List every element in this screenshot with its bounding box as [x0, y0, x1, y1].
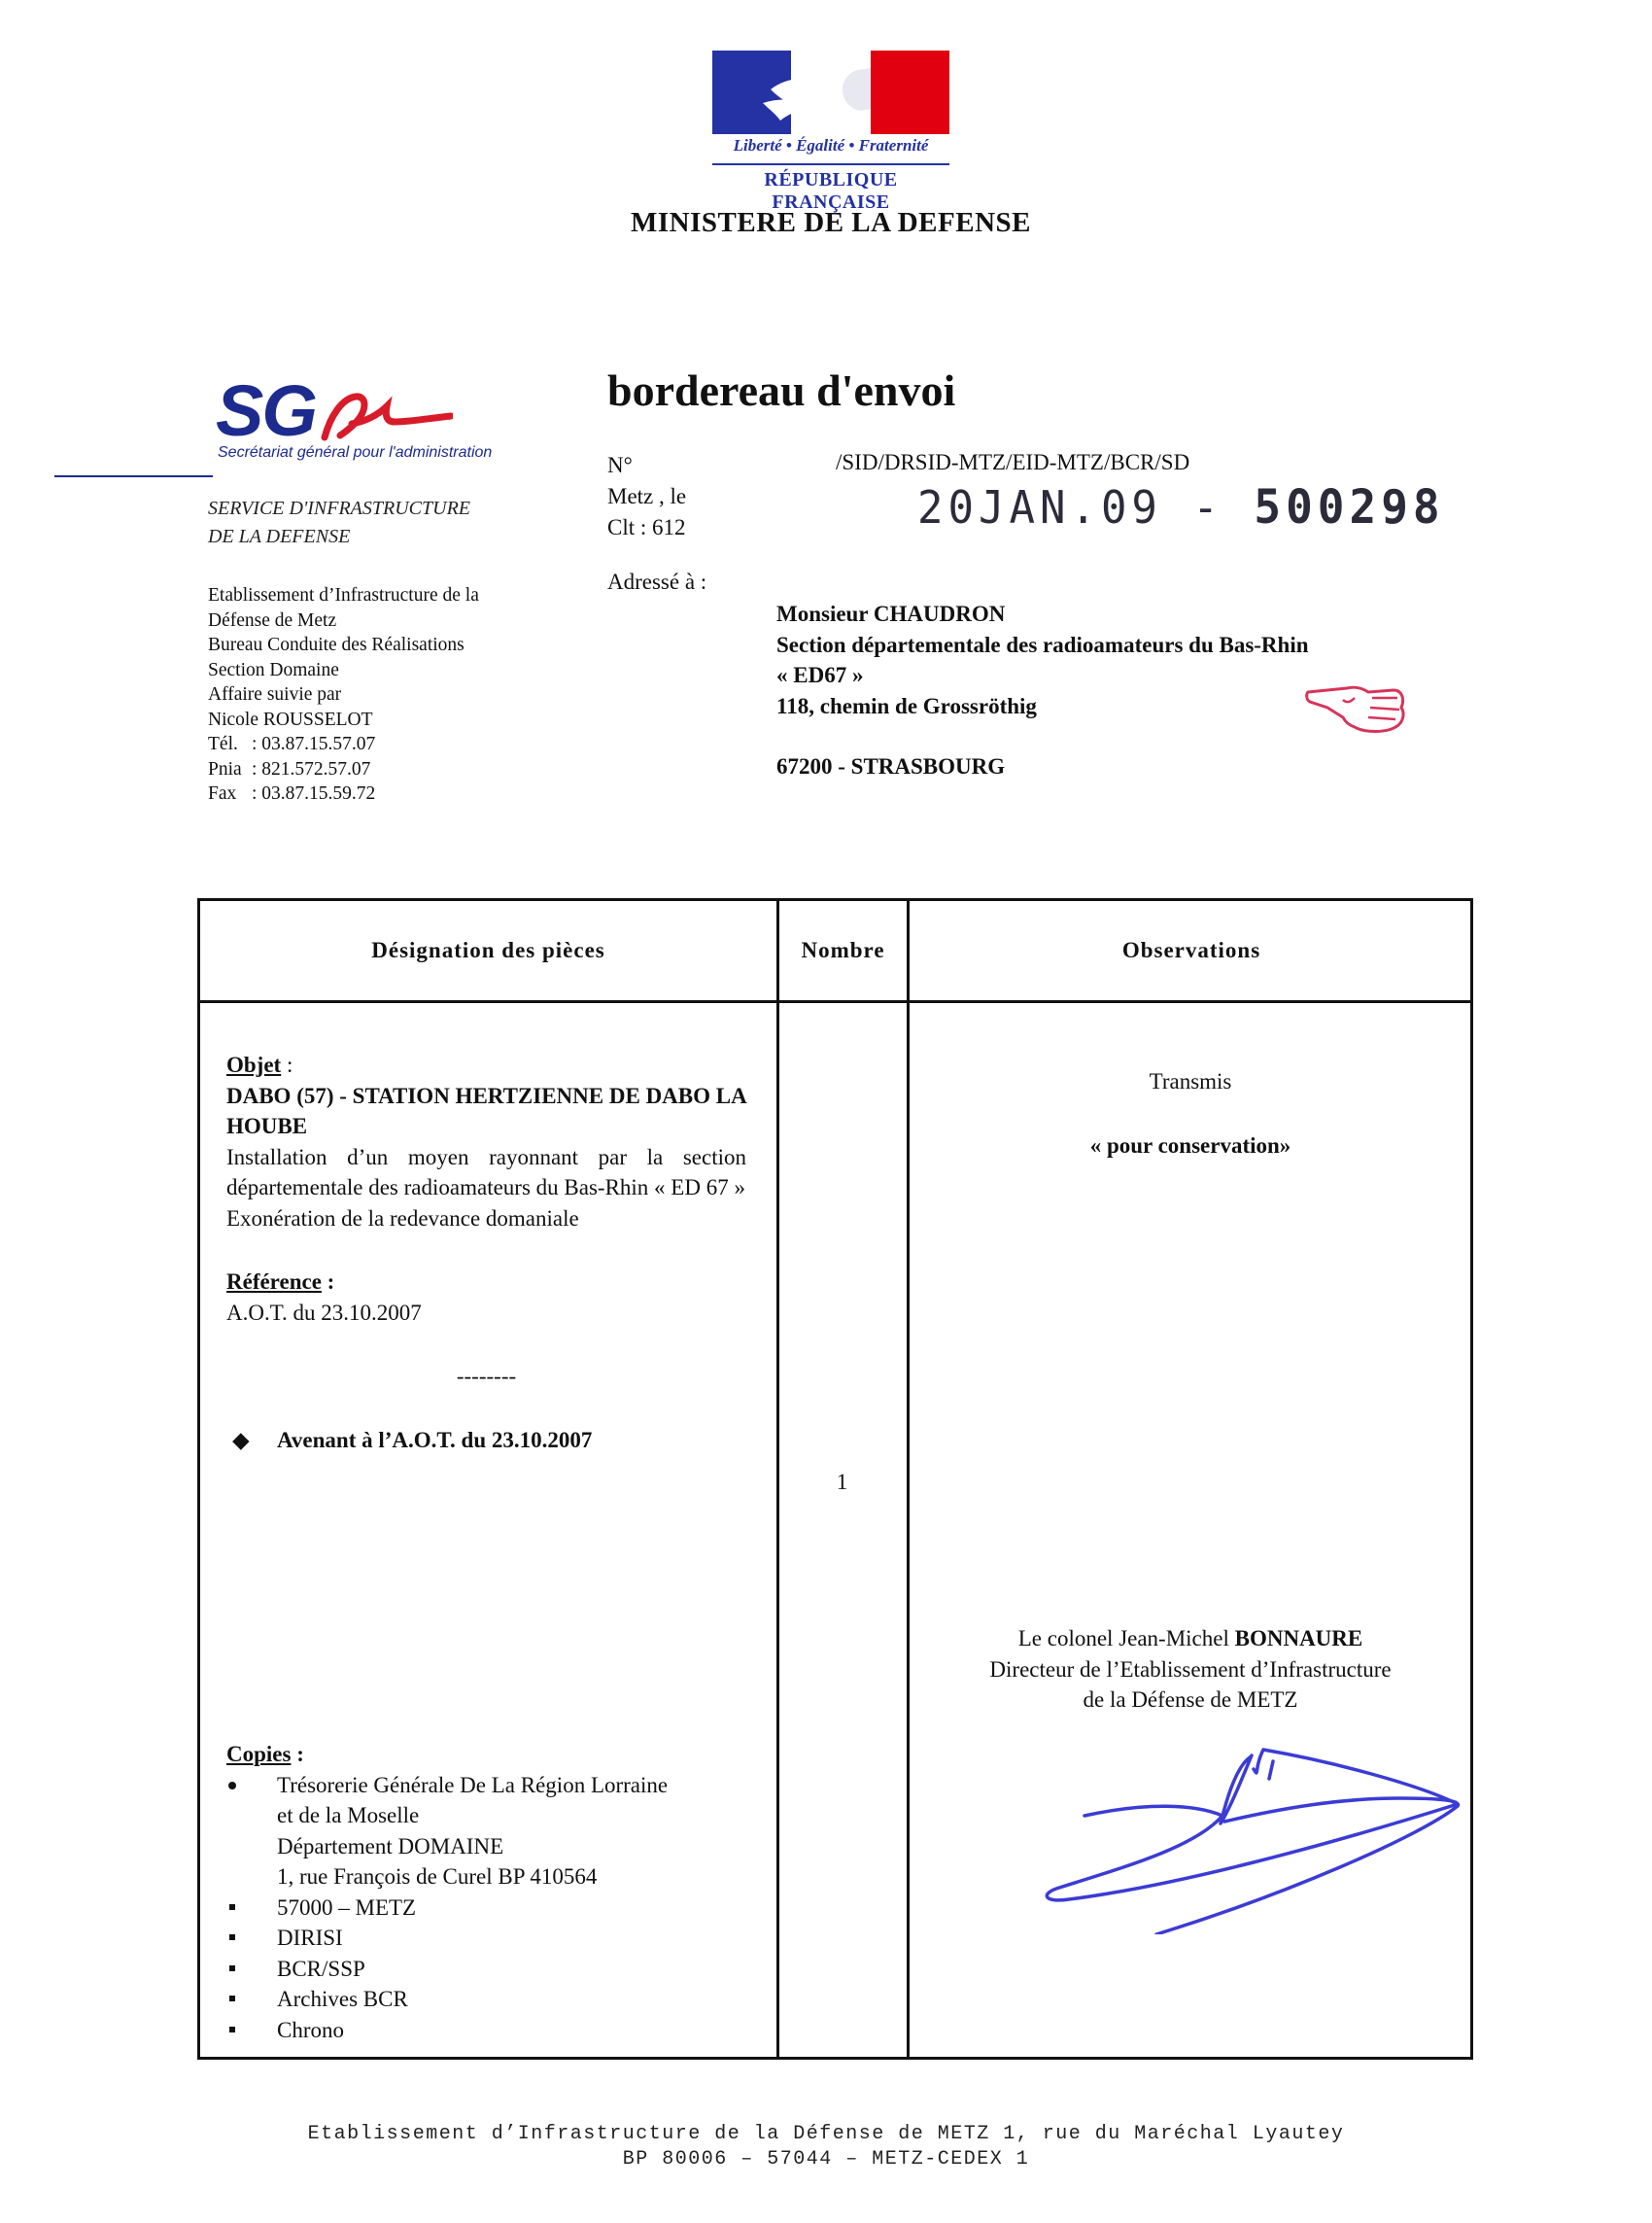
copy-line: 57000 – METZ: [277, 1894, 417, 1920]
sender-line: Défense de Metz: [208, 609, 337, 631]
copy-line: DIRISI: [277, 1926, 343, 1950]
square-bullet-icon: [229, 1904, 235, 1910]
item-count: 1: [836, 1470, 848, 1494]
addressed-label: Adressé à :: [607, 570, 707, 594]
header-divider: [200, 1000, 1470, 1003]
copy-item: [226, 2015, 746, 2046]
item-row: [226, 1425, 746, 1456]
copy-item-cont: [226, 1861, 746, 1893]
obs-transmis: Transmis: [1149, 1069, 1232, 1094]
objet-title: DABO (57) - STATION HERTZIENNE DE DABO LA HOUBE: [226, 1083, 746, 1138]
sender-pnia: [208, 757, 479, 782]
copy-item: [226, 1954, 746, 1985]
copy-item: [226, 1984, 746, 2015]
diamond-bullet-icon: ◆: [232, 1427, 250, 1452]
copies-heading: [226, 1739, 746, 1770]
separator: --------: [456, 1364, 517, 1388]
reference-colon: :: [321, 1269, 335, 1294]
stamp-number: 500298: [1254, 478, 1445, 535]
signer-prefix: Le colonel Jean-Michel: [1017, 1626, 1235, 1650]
square-bullet-icon: [229, 2027, 235, 2032]
copy-line: et de la Moselle: [277, 1803, 420, 1827]
reference-heading: [226, 1267, 746, 1298]
copy-item: [226, 1770, 746, 1801]
sender-line: Section Domaine: [208, 659, 339, 680]
square-bullet-icon: [229, 1934, 235, 1940]
sender-line: Etablissement d’Infrastructure de la: [208, 585, 479, 606]
stamp-date: 20JAN.09: [917, 481, 1162, 535]
service-name: [208, 495, 470, 551]
ministry-title: MINISTERE DE LA DEFENSE: [631, 207, 1031, 238]
copy-line: Archives BCR: [277, 1987, 408, 2011]
objet-label: Objet: [226, 1053, 282, 1077]
copy-item-cont: [226, 1800, 746, 1831]
service-line-1: SERVICE D'INFRASTRUCTURE: [208, 498, 470, 519]
recipient-city: 67200 - STRASBOURG: [776, 754, 1006, 779]
sga-letters: SG: [216, 370, 316, 451]
marianne-logo: [712, 51, 949, 134]
marianne-profile-icon: [712, 51, 949, 134]
copy-item-cont: [226, 1831, 746, 1862]
header-nombre: Nombre: [801, 938, 885, 962]
sender-block: [208, 583, 479, 807]
recipient-block: [776, 599, 1309, 782]
sga-swoosh-icon: [317, 377, 453, 445]
copy-line: Chrono: [277, 2017, 344, 2042]
objet-body-2: Exonération de la redevance domaniale: [226, 1205, 579, 1231]
copy-line: Trésorerie Générale De La Région Lorraine: [277, 1772, 669, 1797]
pointing-hand-icon: [1304, 678, 1411, 737]
sga-subtitle: Secrétariat général pour l'administration: [218, 444, 493, 461]
footer-line-1: Etablissement d’Infrastructure de la Défense de METZ 1, rue du Maréchal Lyautey: [307, 2123, 1345, 2145]
copy-line: BCR/SSP: [277, 1956, 365, 1981]
observations-cell: [909, 1066, 1472, 1161]
sender-phone: [208, 732, 479, 757]
number-label: N°: [607, 453, 633, 477]
copy-item: [226, 1893, 746, 1924]
document-meta: [607, 450, 686, 543]
recipient-name: Monsieur CHAUDRON: [776, 602, 1006, 626]
date-stamp: [917, 479, 1445, 535]
recipient-street: 118, chemin de Grossröthig: [776, 693, 1037, 718]
sender-line: Bureau Conduite des Réalisations: [208, 635, 465, 655]
handwritten-signature: [1030, 1740, 1477, 1934]
copies-colon: :: [291, 1742, 304, 1766]
contact-label: Tél.: [208, 734, 238, 754]
signer-title-1: Directeur de l’Etablissement d’Infrastructure: [989, 1656, 1392, 1682]
signer-line: [909, 1623, 1472, 1654]
signer-title-2: de la Défense de METZ: [1083, 1687, 1298, 1712]
client-label: Clt : 612: [607, 515, 686, 539]
objet-body: Installation d’un moyen rayonnant par la section départementale des radioamateurs du Bas-Rhin « ED 67 »: [226, 1144, 746, 1199]
sender-line: Affaire suivie par: [208, 684, 342, 705]
sender-fax: [208, 782, 479, 807]
square-bullet-icon: [229, 1996, 235, 2001]
place-label: Metz , le: [607, 484, 687, 508]
sga-logo: [216, 369, 316, 452]
recipient-org: Section départementale des radioamateurs du Bas-Rhin: [776, 632, 1309, 657]
square-bullet-icon: [229, 1965, 235, 1971]
copy-line: 1, rue François de Curel BP 410564: [277, 1864, 598, 1889]
reference-label: Référence: [226, 1269, 322, 1294]
contact-label: Fax: [208, 783, 237, 804]
republic-name: RÉPUBLIQUE FRANÇAISE: [712, 163, 949, 214]
round-bullet-icon: [228, 1782, 236, 1789]
reference-code: /SID/DRSID-MTZ/EID-MTZ/BCR/SD: [836, 450, 1190, 474]
obs-conservation: « pour conservation»: [1089, 1132, 1291, 1158]
contact-value: : 03.87.15.57.07: [252, 734, 376, 754]
footer-line-2: BP 80006 – 57044 – METZ-CEDEX 1: [622, 2148, 1030, 2171]
footer: [194, 2122, 1458, 2172]
signer-block: [909, 1623, 1472, 1716]
sga-underline: [54, 475, 213, 477]
stamp-separator: -: [1192, 481, 1223, 535]
objet-heading: [226, 1050, 746, 1081]
copy-item: [226, 1923, 746, 1954]
contact-value: : 03.87.15.59.72: [252, 783, 376, 804]
contact-value: : 821.572.57.07: [252, 758, 371, 780]
copy-line: Département DOMAINE: [277, 1833, 504, 1858]
header-observations: Observations: [1121, 938, 1261, 962]
signer-name: BONNAURE: [1234, 1626, 1363, 1650]
service-line-2: DE LA DEFENSE: [208, 526, 351, 547]
item-label: Avenant à l’A.O.T. du 23.10.2007: [277, 1427, 593, 1452]
designation-cell: [226, 1050, 746, 2045]
recipient-code: « ED67 »: [776, 663, 864, 687]
document-title: bordereau d'envoi: [607, 365, 956, 415]
reference-value: A.O.T. du 23.10.2007: [226, 1300, 422, 1325]
republic-motto: Liberté • Égalité • Fraternité: [733, 136, 929, 155]
contact-label: Pnia: [208, 758, 242, 780]
header-designation: Désignation des pièces: [371, 938, 605, 962]
objet-colon: :: [281, 1053, 293, 1077]
sender-line: Nicole ROUSSELOT: [208, 709, 373, 730]
copies-label: Copies: [226, 1742, 292, 1766]
